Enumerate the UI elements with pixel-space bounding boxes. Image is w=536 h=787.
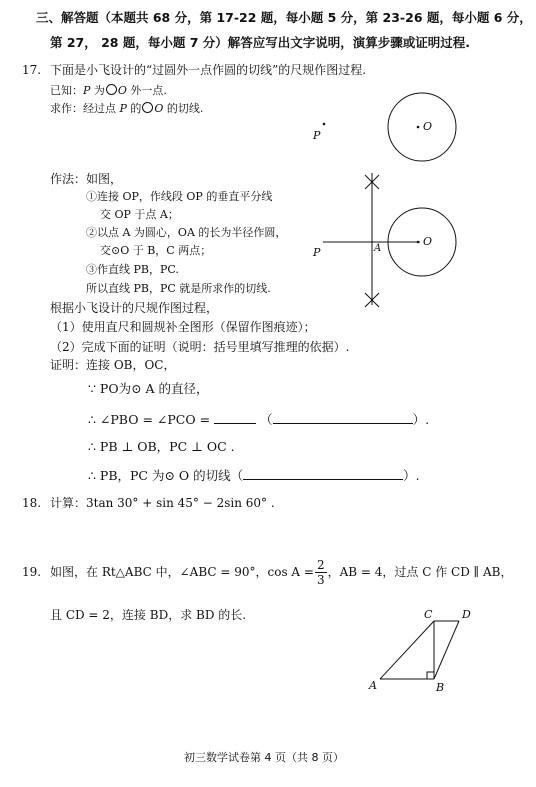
q17-step1b: 交 OP 于点 A； [100,208,179,221]
q18-text: 计算：3tan 30° + sin 45° − 2sin 60° . [50,496,275,510]
q17-step3b: 所以直线 PB，PC 就是所求作的切线. [86,282,271,295]
fig3-label-d: D [462,608,471,621]
fig2-label-o: O [423,235,433,248]
fig3-label-c: C [424,608,433,621]
segment-ac [380,621,434,679]
q17-task2: （2）完成下面的证明（说明：括号里填写推理的依据）. [50,340,350,354]
q17-step3: ③作直线 PB，PC. [86,263,179,276]
right-angle-mark [427,672,434,679]
q17-follow: 根据小飞设计的尺规作图过程， [50,301,219,315]
q17-step2b: 交⊙O 于 B，C 两点； [100,244,212,257]
segment-bd [434,621,459,679]
q19-line2: 且 CD = 2，连接 BD，求 BD 的长. [50,608,247,622]
fig1-label-p: P [313,129,321,142]
q17-proof3: ∴ PB ⊥ OB，PC ⊥ OC . [88,439,235,454]
q17-known: 已知：P 为 O 外一点. [50,84,167,97]
q17-number: 17. [22,63,42,77]
q17-proof4: ∴ PB，PC 为⊙ O 的切线（ ）. [88,468,420,483]
fraction-two-thirds: $\frac{2}{3}$ [316,557,325,587]
q19-number: 19. [22,565,42,579]
q17-proof-label: 证明：连接 OB，OC， [50,358,176,372]
fig2-label-p: P [313,246,321,259]
section-title-line1: 三、解答题（本题共 68 分，第 17-22 题，每小题 5 分，第 23-26 题，每小题 6 分， [36,10,532,25]
q17-step1a: ①连接 OP，作线段 OP 的垂直平分线 [86,190,273,203]
q17-proof2: ∴ ∠PBO = ∠PCO = （ ）. [88,412,430,427]
q17-task1: （1）使用直尺和圆规补全图形（保留作图痕迹）； [50,320,316,334]
q17-proof1: ∵ PO为⊙ A 的直径， [88,381,209,396]
section-title-line2: 第 27， 28 题，每小题 7 分）解答应写出文字说明，演算步骤或证明过程. [50,35,470,50]
fig2-label-a: A [374,243,382,254]
q19-text: 如图，在 Rt△ABC 中，∠ABC = 90°，cos A = $\frac{2}{3}$ ，AB = 4，过点 C 作 CD ∥ AB， [50,557,513,587]
q18-number: 18. [22,496,42,510]
q17-step2a: ②以点 A 为圆心，OA 的长为半径作圆， [86,226,287,239]
q17-ask: 求作：经过点 P 的 O 的切线. [50,102,204,115]
q17-method-label: 作法：如图， [50,172,123,186]
fig1-label-o: O [423,120,433,133]
page-footer: 初三数学试卷第 4 页（共 8 页） [184,751,344,764]
q17-intro: 下面是小飞设计的“过圆外一点作圆的切线”的尺规作图过程. [50,63,367,77]
fig3-label-a: A [369,679,377,692]
fig3-label-b: B [436,681,445,694]
